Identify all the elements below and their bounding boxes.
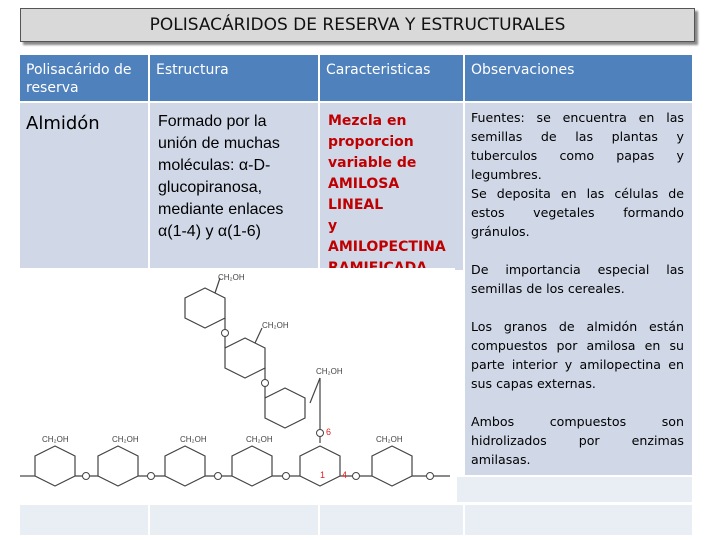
ch2oh-label: CH₂OH [246,435,273,444]
observation-hydrolysis: Ambos compuestos son hidrolizados por enzimas amilasas. [471,414,684,467]
slide-title: POLISACÁRIDOS DE RESERVA Y ESTRUCTURALES [149,15,566,35]
empty-cell [150,505,318,535]
cell-characteristics [320,103,463,270]
polysaccharide-name: Almidón [26,113,100,134]
structure-text: Formado por la unión de muchas moléculas: α-D-glucopiranosa, mediante enlaces α(1-4) y α(1-6) [158,113,284,240]
ch2oh-label: CH₂OH [42,435,69,444]
observation-sources: Fuentes: se encuentra en las semillas de las plantas y tuberculos como papas y legumbres. [471,110,684,182]
empty-cell [20,505,148,535]
ch2oh-label: CH₂OH [316,367,343,376]
cell-structure [150,103,318,270]
glycosidic-oxygens [83,330,434,480]
observations-text [471,108,684,473]
characteristics-line: Mezcla en [328,113,407,129]
header-polisacarido: Polisacárido de reserva [20,55,148,101]
bond-position-labels [320,427,347,480]
bond-label-1: 1 [320,470,326,480]
empty-cell [465,505,692,535]
bond-label-4: 4 [342,470,348,480]
header-caracteristicas: Caracteristicas [320,55,463,101]
characteristics-line: AMILOSA LINEAL [328,176,400,213]
header-observaciones: Observaciones [465,55,692,101]
diagonal-chain [185,278,320,443]
linear-chain [20,446,450,486]
characteristics-line: y AMILOPECTINA [328,218,446,255]
ch2oh-label: CH₂OH [218,273,245,282]
characteristics-line: proporcion [328,134,414,150]
cell-name [20,103,148,270]
observation-granules: Los granos de almidón están compuestos por amilosa en su parte interior y amilopectina en sus capas externas. [471,319,684,391]
observation-deposit: Se deposita en las células de estos vegetales formando gránulos. [471,186,684,239]
ch2oh-labels [42,273,403,444]
ch2oh-label: CH₂OH [376,435,403,444]
bond-label-6: 6 [326,427,332,437]
amylopectin-diagram [20,268,455,500]
slide-title-box [20,8,695,42]
cell-lower-right [457,477,692,502]
characteristics-line: variable de [328,155,417,171]
ch2oh-label: CH₂OH [262,321,289,330]
observation-cereals: De importancia especial las semillas de los cereales. [471,262,684,296]
ch2oh-label: CH₂OH [180,435,207,444]
ch2oh-label: CH₂OH [112,435,139,444]
amylopectin-structure-svg [20,268,455,500]
empty-cell [320,505,463,535]
header-estructura: Estructura [150,55,318,101]
